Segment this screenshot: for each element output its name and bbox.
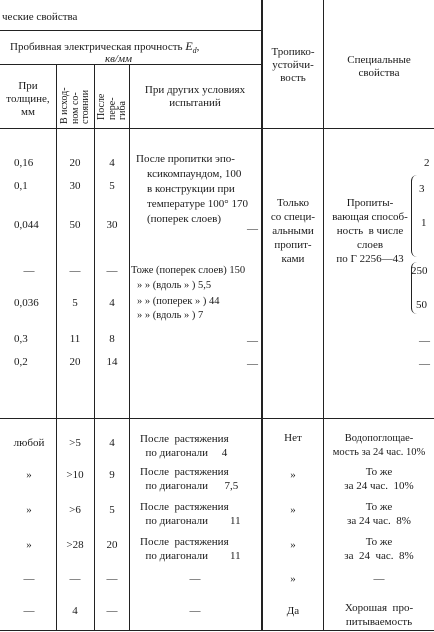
s1-r4-initial: 5 [72,297,78,309]
s1-r4-bend: 4 [109,297,115,309]
s1-r3-bend: — [106,265,118,277]
s1-r5-bend: 8 [109,333,115,345]
s2-r3-bend: 20 [106,539,118,551]
s1-r6-bend: 14 [106,356,118,368]
s1-r2-initial: 50 [69,219,81,231]
s2-r0-other: После растяжения по диагонали 4 [140,433,229,459]
s2-r1-initial: >10 [66,469,84,481]
s2-r3-special: То же за 24 час. 8% [344,536,414,562]
s1-r0-bend: 4 [109,157,115,169]
s2-r5-special: Хорошая про- питываемость [344,602,414,628]
s1-other-block1: После пропитки эпо- ксикомпаундом, 100 в конструкции при температуре 100° 170 (поперек слоев) [136,153,248,225]
s1-r5-thickness: 0,3 [14,333,28,345]
s2-r1-bend: 9 [109,469,115,481]
strength-subscript: d [192,46,197,56]
rule-bottom [0,630,434,631]
s1-other-dash-r6: — [247,358,258,370]
s2-r4-thickness: — [23,573,35,585]
col-header-special: Специальные свойства [347,54,411,80]
s2-r1-other: После растяжения по диагонали 7,5 [140,466,239,492]
s1-other-dash-r5: — [247,335,258,347]
s1-r6-initial: 20 [69,356,81,368]
strength-unit: кв/мм [105,53,133,65]
s2-r4-special: — [373,573,385,585]
s2-r2-initial: >6 [69,504,81,516]
s2-r0-tropic: Нет [284,432,302,444]
s2-r0-special: Водопоглощае- мость за 24 час. 10% [332,433,426,458]
s1-same-along: » » (вдоль » ) 5,5 [137,280,212,291]
s2-r0-thickness: любой [13,437,45,449]
col-header-other: При других условиях испытаний [144,84,246,110]
s2-r2-special: То же за 24 час. 8% [347,501,411,527]
rule-section-divider [0,418,434,419]
s2-r5-thickness: — [23,605,35,617]
s1-side-3: 3 [419,183,425,195]
s1-r4-thickness: 0,036 [14,297,39,309]
s1-r2-thickness: 0,044 [14,219,39,231]
s2-r0-bend: 4 [109,437,115,449]
s1-brace-upper [411,175,417,257]
s1-special: Пропиты- вающая способ- ность в числе слоев по Г 2256—43 [332,197,408,265]
rule-col4 [261,0,263,631]
s1-r3-thickness: — [23,265,35,277]
s2-r5-tropic: Да [286,605,300,617]
table-title-fragment: ческие свойства [2,11,78,23]
s1-same-cross: Тоже (поперек слоев) 150 [131,265,246,276]
s2-r2-thickness: » [26,504,32,516]
s2-r2-tropic: » [290,504,296,516]
s1-r5-initial: 11 [69,333,81,345]
s1-r1-initial: 30 [69,180,81,192]
strength-group-label: Пробивная электрическая прочность [10,41,183,53]
s1-r6-thickness: 0,2 [14,356,28,368]
s2-r4-bend: — [106,573,118,585]
strength-group-header: Пробивная электрическая прочность $E_d$, [10,39,200,56]
s1-r3-initial: — [69,265,81,277]
s2-r4-initial: — [69,573,81,585]
col-header-thickness: При толщине, мм [6,80,50,119]
s1-side-1: 1 [421,217,427,229]
s2-r1-special: То же за 24 час. 10% [344,466,414,492]
rule-col3 [129,64,130,631]
s1-side-dash2: — [419,358,430,370]
s1-r0-thickness: 0,16 [14,157,34,169]
s2-r5-bend: — [106,605,118,617]
s2-r3-other: После растяжения по диагонали 11 [140,536,241,562]
s1-r2-bend: 30 [106,219,118,231]
s1-r1-bend: 5 [109,180,115,192]
s2-r1-thickness: » [26,469,32,481]
s1-side-dash1: — [419,335,430,347]
s1-side-250: 250 [411,265,428,277]
s2-r2-bend: 5 [109,504,115,516]
col-header-tropic: Тропико- устойчи- вость [271,46,315,85]
s2-r2-other: После растяжения по диагонали 11 [140,501,241,527]
s2-r3-initial: >28 [66,539,84,551]
s2-r5-initial: 4 [72,605,78,617]
s1-tropic: Только со специ- альными пропит- ками [270,197,316,265]
rule-top-title [0,30,262,31]
s1-r1-thickness: 0,1 [14,180,28,192]
s2-r4-other: — [189,573,201,585]
s2-r3-thickness: » [26,539,32,551]
s2-r1-tropic: » [290,469,296,481]
s1-r0-initial: 20 [69,157,81,169]
col-header-bend: После пере- гиба [96,93,128,120]
s1-side-50: 50 [416,299,427,311]
s1-same-along2: » » (вдоль » ) 7 [137,310,204,321]
s1-side-2: 2 [424,157,430,169]
rule-header-bottom [0,128,434,129]
s1-other-dash: — [247,223,258,235]
s2-r3-tropic: » [290,539,296,551]
col-header-initial: В исход- ном со- стоянии [59,87,91,124]
s2-r0-initial: >5 [69,437,81,449]
s2-r4-tropic: » [290,573,296,585]
strength-symbol: E [185,39,193,53]
s2-r5-other: — [189,605,201,617]
s1-same-cross2: » » (поперек » ) 44 [137,296,220,307]
